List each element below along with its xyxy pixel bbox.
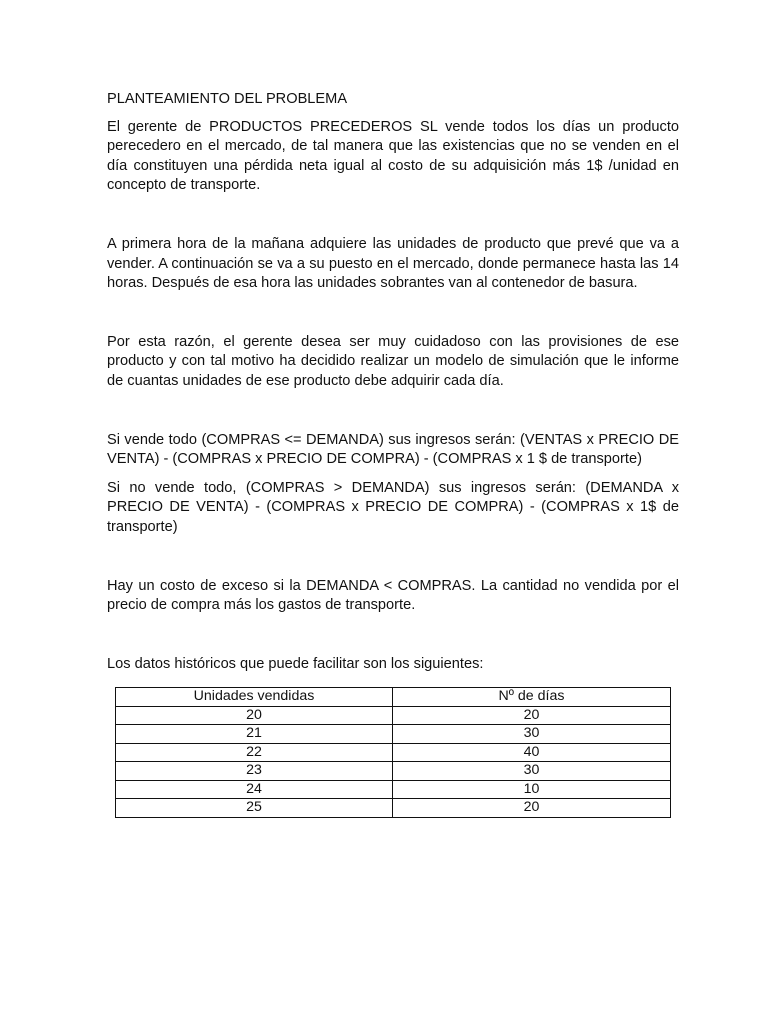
table-row: [116, 706, 671, 725]
column-header-number-of-days: Nº de días: [393, 688, 671, 707]
paragraph-sells-all-income: Si vende todo (COMPRAS <= DEMANDA) sus ingresos serán: (VENTAS x PRECIO DE VENTA) - (COMPRAS x PRECIO DE COMPRA) - (COMPRAS x 1 $ de transporte): [107, 431, 679, 468]
units-sold-cell: 21: [116, 725, 393, 744]
number-of-days-cell: 30: [393, 762, 671, 781]
table-row: [116, 762, 671, 781]
units-sold-cell: 22: [116, 743, 393, 762]
number-of-days-cell: 20: [393, 706, 671, 725]
paragraph-not-sells-all-income: Si no vende todo, (COMPRAS > DEMANDA) sus ingresos serán: (DEMANDA x PRECIO DE VENTA) - (COMPRAS x PRECIO DE COMPRA) - (COMPRAS x 1$ de transporte): [107, 479, 679, 535]
table-row: [116, 725, 671, 744]
table-row: [116, 743, 671, 762]
units-sold-cell: 25: [116, 799, 393, 818]
table-row: [116, 799, 671, 818]
paragraph-historical-data-intro: Los datos históricos que puede facilitar son los siguientes:: [107, 655, 484, 672]
paragraph-simulation-goal: Por esta razón, el gerente desea ser muy cuidadoso con las provisiones de ese producto y con tal motivo ha decidido realizar un modelo de simulación que le informe de cuantas unidades de ese producto debe adquirir cada día.: [107, 333, 679, 389]
units-sold-cell: 23: [116, 762, 393, 781]
number-of-days-cell: 40: [393, 743, 671, 762]
column-header-units-sold: Unidades vendidas: [116, 688, 393, 707]
table-header-row: [116, 688, 671, 707]
number-of-days-cell: 10: [393, 780, 671, 799]
document-heading: PLANTEAMIENTO DEL PROBLEMA: [107, 91, 348, 107]
paragraph-intro: El gerente de PRODUCTOS PRECEDEROS SL vende todos los días un producto perecedero en el mercado, de tal manera que las existencias que no se venden en el día constituyen una pérdida neta igual al costo de su adquisición más 1$ /unidad en concepto de transporte.: [107, 118, 679, 194]
units-sold-cell: 20: [116, 706, 393, 725]
table-row: [116, 780, 671, 799]
number-of-days-cell: 20: [393, 799, 671, 818]
paragraph-morning-purchase: A primera hora de la mañana adquiere las unidades de producto que prevé que va a vender. A continuación se va a su puesto en el mercado, donde permanece hasta las 14 horas. Después de esa hora las unidades sobrantes van al contenedor de basura.: [107, 235, 679, 292]
number-of-days-cell: 30: [393, 725, 671, 744]
document-page: [107, 90, 679, 674]
paragraph-excess-cost: Hay un costo de exceso si la DEMANDA < COMPRAS. La cantidad no vendida por el precio de compra más los gastos de transporte.: [107, 577, 679, 614]
historical-data-table: [115, 687, 671, 818]
units-sold-cell: 24: [116, 780, 393, 799]
